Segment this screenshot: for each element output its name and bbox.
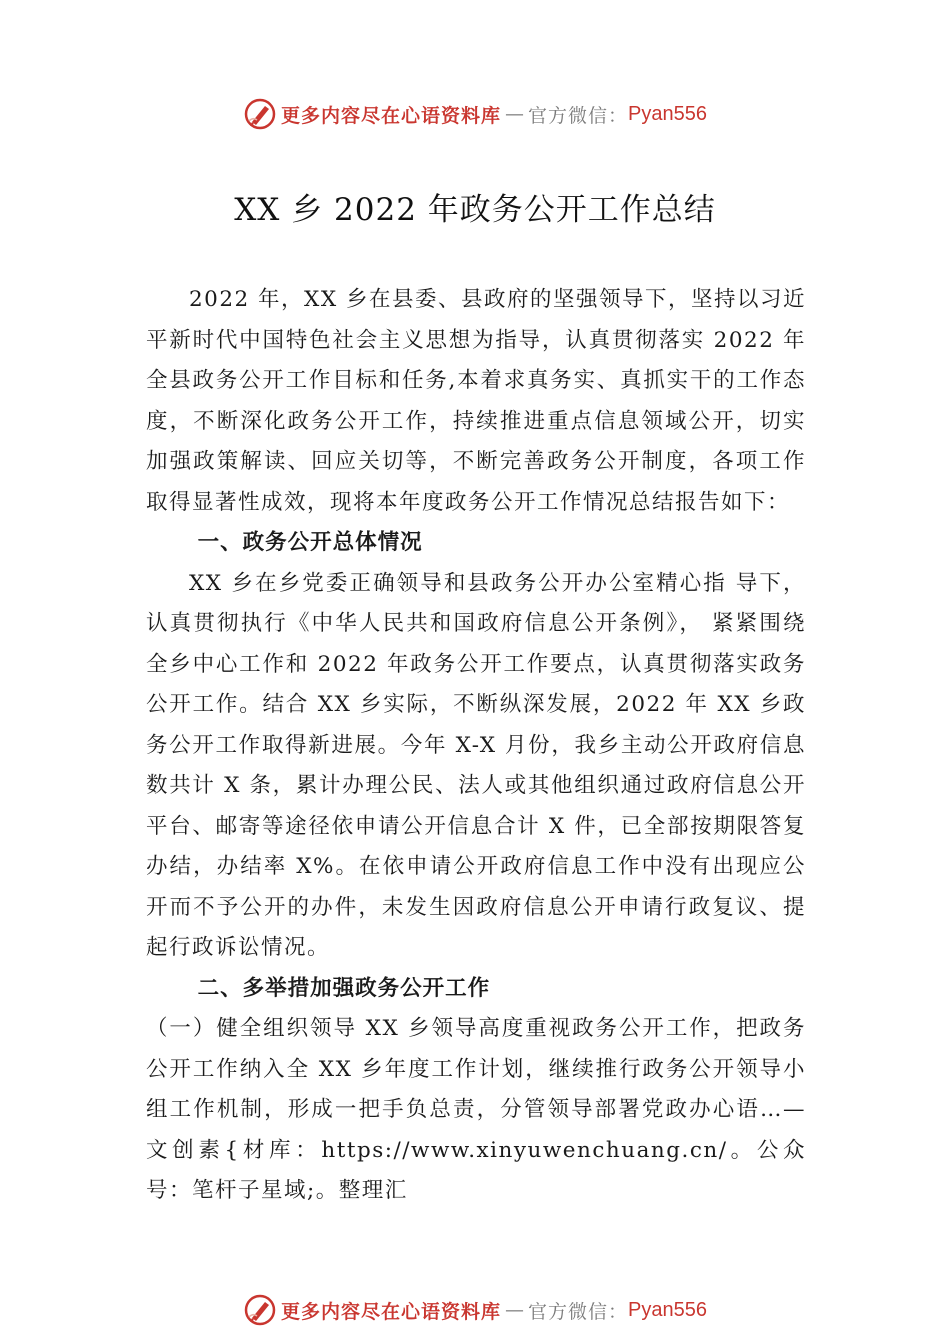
watermark-separator: — <box>505 103 525 125</box>
section-heading-2: 二、多举措加强政务公开工作 <box>197 975 491 1001</box>
section-2-paragraph: （一）健全组织领导 XX 乡领导高度重视政务公开工作，把政务公开工作纳入全 XX 乡年度工作计划，继续推行政务公开领导小组工作机制，形成一把手负总责，分管领导部署党政办心语…—文创素{材库：https://www.xinyuwenchuang.cn/。公众号：笔杆子星域;。整理汇 <box>146 1016 806 1203</box>
document-body <box>146 280 806 1212</box>
section-1-paragraph: XX 乡在乡党委正确领导和县政务公开办公室精心指 导下，认真贯彻执行《中华人民共和国政府信息公开条例》， 紧紧围绕全乡中心工作和 2022 年政务公开工作要点，认真贯彻落实政务公开工作。结合 XX 乡实际，不断纵深发展，2022 年 XX 乡政务公开工作取得新进展。今年 X-X 月份，我乡主动公开政府信息数共计 X 条，累计办理公民、法人或其他组织通过政府信息公开平台、邮寄等途径依申请公开信息合计 X 件，已全部按期限答复办结，办结率 X%。在依申请公开政府信息工作中没有出现应公开而不予公开的办件，未发生因政府信息公开申请行政复议、提起行政诉讼情况。 <box>146 570 806 960</box>
watermark-handle: Pyan556 <box>628 1298 707 1321</box>
watermark-main-text: 更多内容尽在心语资料库 <box>281 1300 502 1323</box>
watermark-label: 官方微信： <box>528 1300 629 1323</box>
pen-nib-icon <box>243 97 277 131</box>
watermark-handle: Pyan556 <box>628 102 707 125</box>
watermark-label: 官方微信： <box>528 104 629 127</box>
document-title: XX 乡 2022 年政务公开工作总结 <box>234 192 716 228</box>
section-heading-1: 一、政务公开总体情况 <box>197 530 423 555</box>
watermark-main-text: 更多内容尽在心语资料库 <box>281 104 502 127</box>
watermark-separator: — <box>505 1299 525 1321</box>
watermark-header <box>0 94 950 134</box>
watermark-footer <box>0 1290 950 1330</box>
intro-paragraph: 2022 年，XX 乡在县委、县政府的坚强领导下，坚持以习近平新时代中国特色社会主义思想为指导，认真贯彻落实 2022 年全县政务公开工作目标和任务,本着求真务实、真抓实干的工作态度，不断深化政务公开工作，持续推进重点信息领域公开，切实加强政策解读、回应关切等，不断完善政务公开制度，各项工作取得显著性成效，现将本年度政务公开工作情况总结报告如下： <box>146 287 806 515</box>
pen-nib-icon <box>243 1293 277 1327</box>
